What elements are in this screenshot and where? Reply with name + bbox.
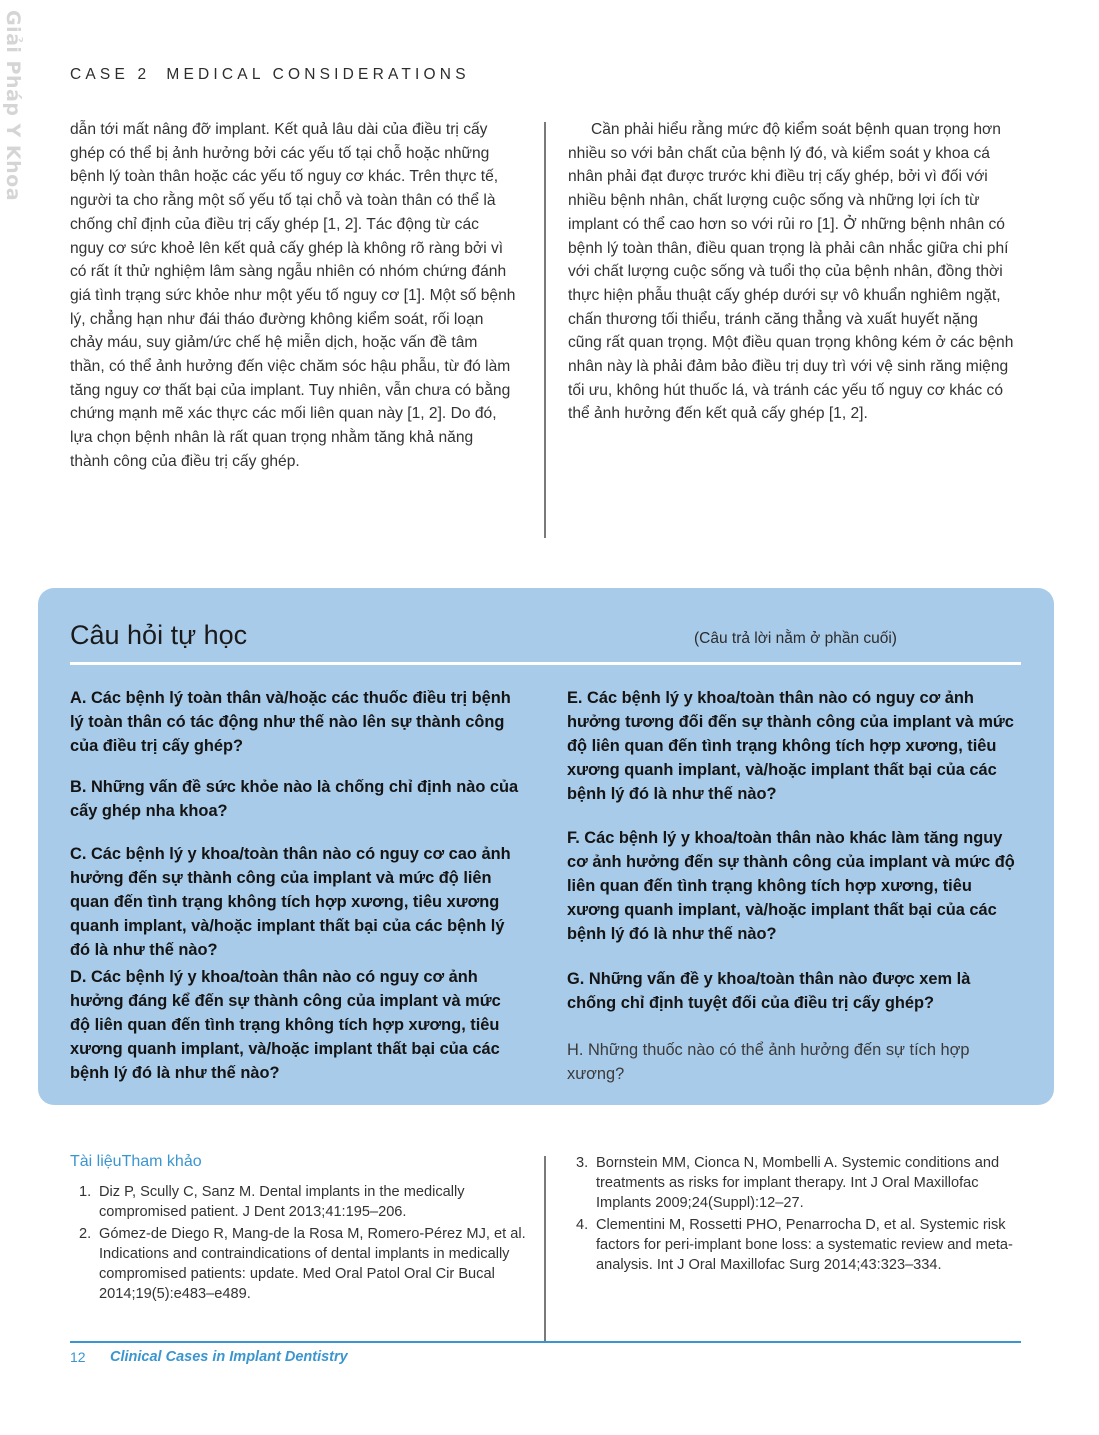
column-divider (544, 122, 546, 538)
box-divider (70, 662, 1021, 665)
reference-item: 4. Clementini M, Rossetti PHO, Penarrocha D, et al. Systemic risk factors for peri-implant bone loss: a systematic review and meta-analysis. Int J Oral Maxillofac Surg 2014;43:323–334. (576, 1217, 1013, 1273)
reference-list-left (73, 1182, 528, 1304)
question-g: G. Những vấn đề y khoa/toàn thân nào được xem là chống chỉ định tuyệt đối của điều trị cấy ghép? (567, 970, 971, 1012)
running-header (70, 66, 470, 84)
reference-item: 1. Diz P, Scully C, Sanz M. Dental implants in the medically compromised patient. J Dent 2013;41:195–206. (79, 1184, 465, 1220)
section-title: MEDICAL CONSIDERATIONS (166, 66, 470, 83)
question-a: A. Các bệnh lý toàn thân và/hoặc các thuốc điều trị bệnh lý toàn thân có tác động như thế nào lên sự thành công của điều trị cấy ghép? (70, 689, 511, 755)
paragraph: Cần phải hiểu rằng mức độ kiểm soát bệnh quan trọng hơn nhiều so với bản chất của bệnh lý đó, và kiểm soát y khoa cá nhân phải đạt được trước khi điều trị cấy ghép, bởi vì đối với nhiều bệnh nhân, chất lượng cuộc sống và những lợi ích từ implant có thể cao hơn so với rủi ro [1]. Ở những bệnh nhân có bệnh lý toàn thân, điều quan trọng là phải cân nhắc giữa chi phí với chất lượng cuộc sống và tuổi thọ của bệnh nhân, đồng thời thực hiện phẫu thuật cấy ghép dưới sự vô khuẩn nghiêm ngặt, chấn thương tối thiểu, tránh căng thẳng và xuất huyết nặng cũng rất quan trọng. Một điều quan trọng không kém ở các bệnh nhân này là phải đảm bảo điều trị duy trì với vệ sinh răng miệng tối ưu, không hút thuốc lá, và tránh các yếu tố nguy cơ khác có thể ảnh hưởng đến kết quả cấy ghép [1, 2]. (568, 121, 1014, 423)
reference-item: 3. Bornstein MM, Cionca N, Mombelli A. Systemic conditions and treatments as risks for implant therapy. Int J Oral Maxillofac Implants 2009;24(Suppl):12–27. (576, 1155, 1000, 1211)
reference-item: 2. Gómez-de Diego R, Mang-de la Rosa M, Romero-Pérez MJ, et al. Indications and contraindications of dental implants in medically compromised patients: update. Med Oral Patol Oral Cir Bucal 2014;19(5):e483–e489. (79, 1226, 526, 1302)
question-e: E. Các bệnh lý y khoa/toàn thân nào có nguy cơ ảnh hưởng tương đối đến sự thành công của implant và mức độ liên quan đến tình trạng không tích hợp xương, tiêu xương quanh implant, và/hoặc implant thất bại của các bệnh lý đó là như thế nào? (567, 689, 1014, 803)
question-d: D. Các bệnh lý y khoa/toàn thân nào có nguy cơ ảnh hưởng đáng kể đến sự thành công của implant và mức độ liên quan đến tình trạng không tích hợp xương, tiêu xương quanh implant, và/hoặc implant thất bại của các bệnh lý đó là như thế nào? (70, 968, 501, 1082)
answers-note: (Câu trả lời nằm ở phần cuối) (694, 630, 897, 647)
body-column-left (70, 118, 516, 474)
paragraph: dẫn tới mất nâng đỡ implant. Kết quả lâu dài của điều trị cấy ghép có thể bị ảnh hưởng bởi các yếu tố tại chỗ hoặc những bệnh lý toàn thân hoặc các yếu tố nguy cơ khác. Trên thực tế, người ta cho rằng một số yếu tố tại chỗ và toàn thân có thể là chống chỉ định của điều trị cấy ghép [1, 2]. Tác động từ các nguy cơ sức khoẻ lên kết quả cấy ghép là không rõ ràng bởi vì có rất ít thử nghiệm lâm sàng ngẫu nhiên có nhóm chứng đánh giá tình trạng sức khỏe như một yếu tố nguy cơ [1]. Một số bệnh lý, chẳng hạn như đái tháo đường không kiểm soát, rối loạn chảy máu, suy giảm/ức chế hệ miễn dịch, hoặc vấn đề tâm thần, có thể ảnh hưởng đến việc chăm sóc hậu phẫu, từ đó làm tăng nguy cơ thất bại của implant. Tuy nhiên, vẫn chưa có bằng chứng mạnh mẽ xác thực các mối liên quan này [1, 2]. Do đó, lựa chọn bệnh nhân là rất quan trọng nhằm tăng khả năng thành công của điều trị cấy ghép. (70, 121, 516, 470)
question-c: C. Các bệnh lý y khoa/toàn thân nào có nguy cơ cao ảnh hưởng đến sự thành công của implant và mức độ liên quan đến tình trạng không tích hợp xương, tiêu xương quanh implant, và/hoặc implant thất bại của các bệnh lý đó là như thế nào? (70, 845, 511, 959)
case-label: CASE 2 (70, 66, 151, 83)
watermark: Giải Pháp Y Khoa (2, 10, 24, 202)
references-title: Tài liệuTham khảo (70, 1153, 202, 1170)
column-divider (544, 1156, 546, 1342)
question-h: H. Những thuốc nào có thể ảnh hưởng đến sự tích hợp xương? (567, 1041, 970, 1083)
book-title: Clinical Cases in Implant Dentistry (110, 1349, 348, 1365)
body-column-right (568, 118, 1014, 426)
question-b: B. Những vấn đề sức khỏe nào là chống chỉ định nào của cấy ghép nha khoa? (70, 778, 519, 820)
footer-divider (70, 1341, 1021, 1343)
question-f: F. Các bệnh lý y khoa/toàn thân nào khác làm tăng nguy cơ ảnh hưởng đến sự thành công của implant và mức độ liên quan đến tình trạng không tích hợp xương, tiêu xương quanh implant, và/hoặc implant thất bại của các bệnh lý đó là như thế nào? (567, 829, 1015, 943)
page-number: 12 (70, 1349, 86, 1365)
reference-list-right (570, 1153, 1025, 1275)
self-study-title: Câu hỏi tự học (70, 620, 248, 650)
